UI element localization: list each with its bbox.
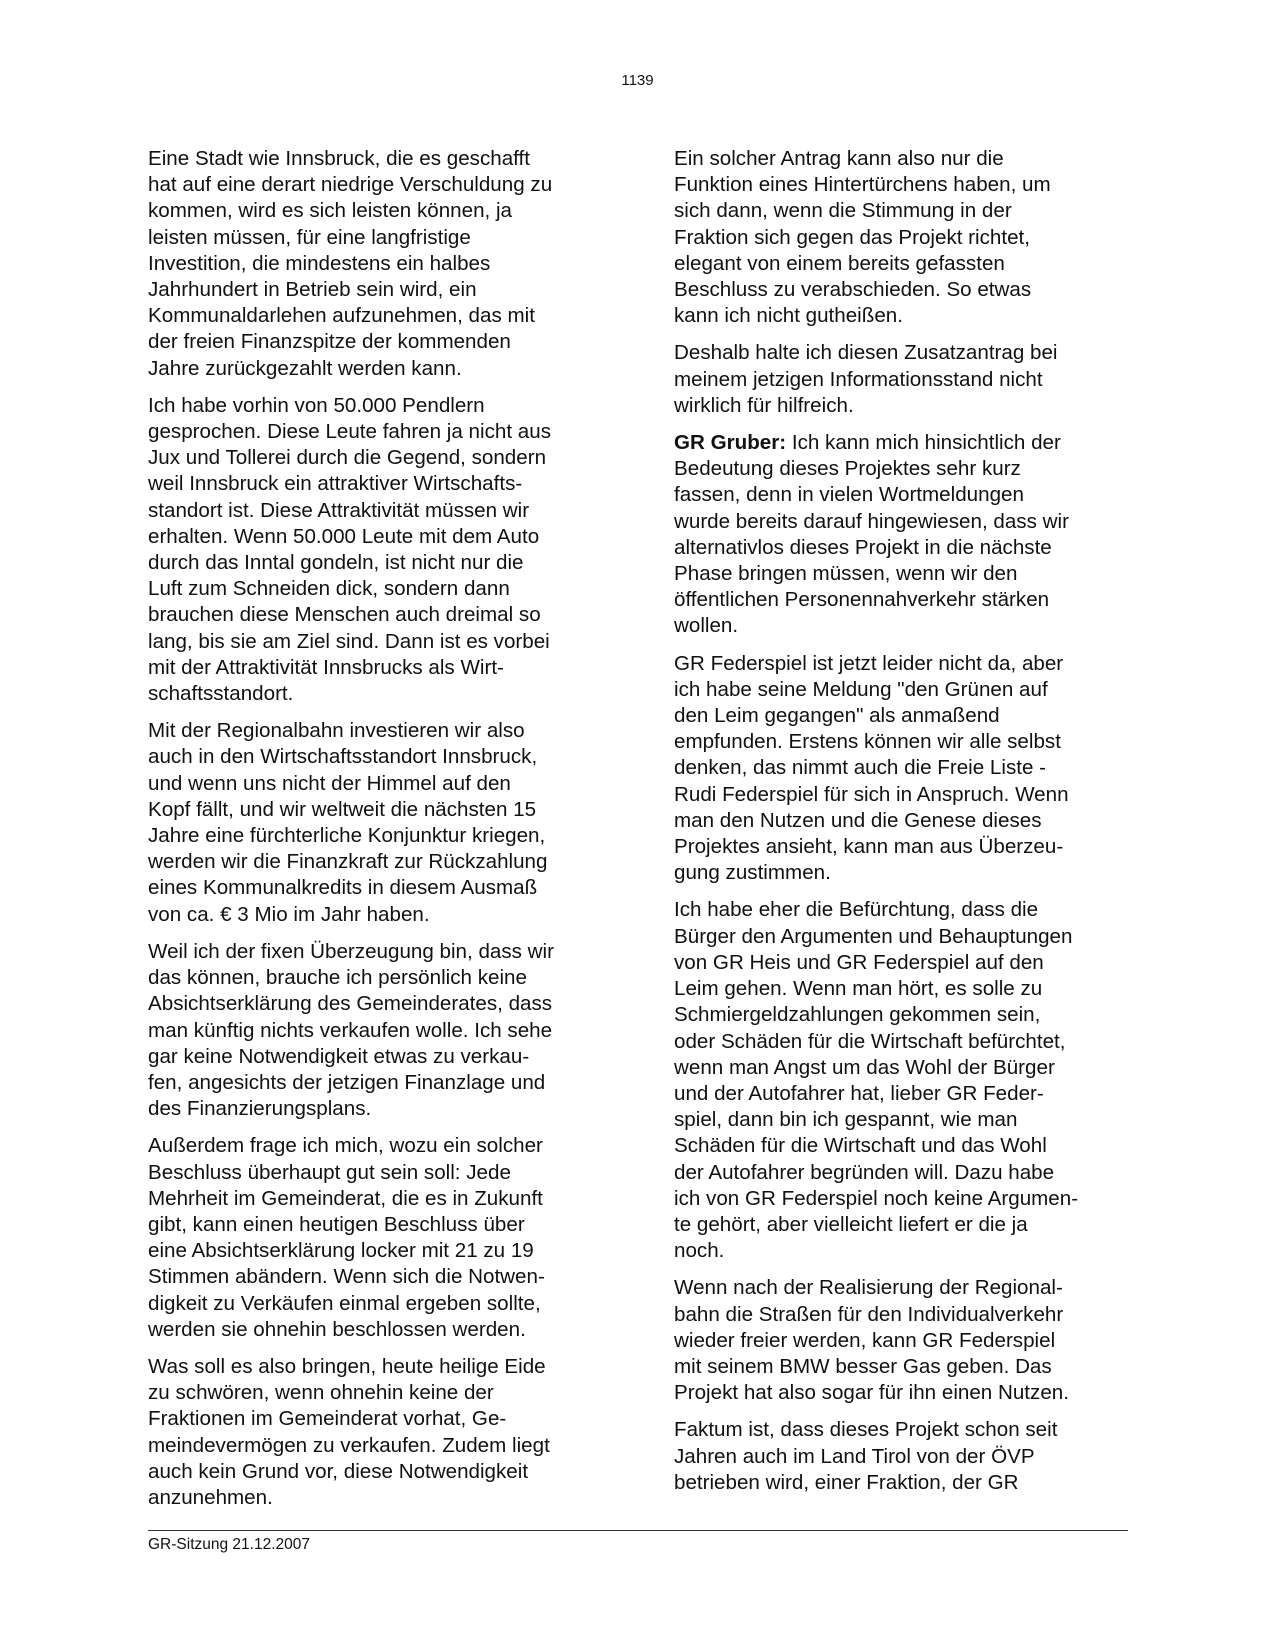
paragraph-line: von GR Heis und GR Federspiel auf den	[674, 950, 1044, 974]
paragraph-line: standort ist. Diese Attraktivität müssen wir	[148, 498, 530, 522]
paragraph-line: Ich habe eher die Befürchtung, dass die	[674, 898, 1039, 922]
paragraph-line: te gehört, aber vielleicht liefert er die ja	[674, 1212, 1028, 1236]
paragraph-line: Investition, die mindestens ein halbes	[148, 251, 491, 275]
paragraph-line: Außerdem frage ich mich, wozu ein solcher	[148, 1134, 543, 1158]
paragraph-line: und der Autofahrer hat, lieber GR Feder-	[674, 1081, 1044, 1105]
paragraph-line: Funktion eines Hintertürchens haben, um	[674, 173, 1051, 197]
paragraph-line: Jahre eine fürchterliche Konjunktur kriegen,	[148, 824, 546, 848]
paragraph-line: kommen, wird es sich leisten können, ja	[148, 199, 512, 223]
paragraph-line: Schäden für die Wirtschaft und das Wohl	[674, 1134, 1047, 1158]
paragraph-line: wenn man Angst um das Wohl der Bürger	[674, 1055, 1055, 1079]
paragraph-line: Absichtserklärung des Gemeinderates, dass	[148, 992, 553, 1016]
paragraph-line: Schmiergeldzahlungen gekommen sein,	[674, 1003, 1041, 1027]
speaker-text: Ich kann mich hinsichtlich der	[786, 431, 1061, 455]
paragraph-line: werden sie ohnehin beschlossen werden.	[148, 1317, 526, 1341]
paragraph-line: Leim gehen. Wenn man hört, es solle zu	[674, 977, 1043, 1001]
paragraph-line: wirklich für hilfreich.	[674, 393, 854, 417]
paragraph-line: weil Innsbruck ein attraktiver Wirtschafts-	[148, 472, 523, 496]
paragraph-line: eines Kommunalkredits in diesem Ausmaß	[148, 876, 538, 900]
paragraph-line: empfunden. Erstens können wir alle selbst	[674, 730, 1061, 754]
paragraph	[674, 651, 1124, 887]
paragraph	[674, 340, 1124, 419]
paragraph	[148, 1133, 598, 1343]
paragraph-line: gesprochen. Diese Leute fahren ja nicht aus	[148, 420, 551, 444]
paragraph-line: alternativlos dieses Projekt in die nächste	[674, 535, 1052, 559]
paragraph-line: fen, angesichts der jetzigen Finanzlage und	[148, 1070, 546, 1094]
page-number: 1139	[621, 72, 654, 89]
paragraph-line: Was soll es also bringen, heute heilige Eide	[148, 1354, 546, 1378]
paragraph-line: spiel, dann bin ich gespannt, wie man	[674, 1108, 1018, 1132]
paragraph-line: digkeit zu Verkäufen einmal ergeben sollte,	[148, 1291, 541, 1315]
paragraph-line: Jahrhundert in Betrieb sein wird, ein	[148, 278, 477, 302]
paragraph	[148, 393, 598, 707]
paragraph-line: Deshalb halte ich diesen Zusatzantrag bei	[674, 341, 1058, 365]
paragraph-line: Kopf fällt, und wir weltweit die nächsten 15	[148, 797, 537, 821]
paragraph-line: mit seinem BMW besser Gas geben. Das	[674, 1354, 1052, 1378]
paragraph	[148, 146, 598, 382]
paragraph-line: lang, bis sie am Ziel sind. Dann ist es vorbei	[148, 629, 550, 653]
paragraph-line: man künftig nichts verkaufen wolle. Ich sehe	[148, 1018, 553, 1042]
left-column	[148, 146, 598, 1522]
paragraph-line: Jux und Tollerei durch die Gegend, sondern	[148, 446, 547, 470]
paragraph-line: Wenn nach der Realisierung der Regional-	[674, 1276, 1063, 1300]
paragraph-line: man den Nutzen und die Genese dieses	[674, 808, 1042, 832]
footer-divider	[148, 1530, 1128, 1531]
paragraph	[674, 146, 1124, 329]
paragraph-line: Ein solcher Antrag kann also nur die	[674, 147, 1004, 170]
paragraph-line: Phase bringen müssen, wenn wir den	[674, 562, 1018, 586]
paragraph-line: Mit der Regionalbahn investieren wir also	[148, 719, 525, 743]
paragraph-line: Bedeutung dieses Projektes sehr kurz	[674, 457, 1021, 481]
paragraph-line: Ich habe vorhin von 50.000 Pendlern	[148, 393, 485, 417]
paragraph-line: Weil ich der fixen Überzeugung bin, dass wir	[148, 939, 554, 963]
paragraph-line: eine Absichtserklärung locker mit 21 zu 19	[148, 1239, 534, 1263]
paragraph-line: meindevermögen zu verkaufen. Zudem liegt	[148, 1433, 550, 1457]
paragraph-line: der Autofahrer begründen will. Dazu habe	[674, 1160, 1055, 1184]
paragraph-line: Beschluss zu verabschieden. So etwas	[674, 278, 1032, 302]
paragraph	[674, 1275, 1124, 1406]
paragraph-line: auch in den Wirtschaftsstandort Innsbruck,	[148, 745, 538, 769]
paragraph-line: den Leim gegangen" als anmaßend	[674, 704, 1000, 728]
paragraph-line: Rudi Federspiel für sich in Anspruch. Wenn	[674, 782, 1069, 806]
paragraph	[674, 1417, 1124, 1496]
paragraph-line: wieder freier werden, kann GR Federspiel	[674, 1328, 1056, 1352]
paragraph-line: Mehrheit im Gemeinderat, die es in Zukunft	[148, 1186, 543, 1210]
paragraph-line: elegant von einem bereits gefassten	[674, 251, 1005, 275]
paragraph-line: ich habe seine Meldung "den Grünen auf	[674, 677, 1048, 701]
paragraph-line	[674, 430, 1124, 456]
paragraph-line: fassen, denn in vielen Wortmeldungen	[674, 483, 1024, 507]
paragraph-line: des Finanzierungsplans.	[148, 1097, 372, 1121]
paragraph-line: anzunehmen.	[148, 1485, 273, 1509]
paragraph-line: und wenn uns nicht der Himmel auf den	[148, 771, 511, 795]
paragraph-line: Stimmen abändern. Wenn sich die Notwen-	[148, 1265, 545, 1289]
right-column	[674, 146, 1124, 1507]
paragraph-line: bahn die Straßen für den Individualverkehr	[674, 1302, 1064, 1326]
paragraph-line: Luft zum Schneiden dick, sondern dann	[148, 577, 510, 601]
paragraph-line: gung zustimmen.	[674, 861, 831, 885]
paragraph-line: Fraktion sich gegen das Projekt richtet,	[674, 225, 1030, 249]
paragraph-line: betrieben wird, einer Fraktion, der GR	[674, 1470, 1019, 1494]
footer-session-date: GR-Sitzung 21.12.2007	[148, 1536, 310, 1553]
paragraph-line: Projekt hat also sogar für ihn einen Nutzen.	[674, 1381, 1069, 1405]
paragraph-line: sich dann, wenn die Stimmung in der	[674, 199, 1012, 223]
paragraph-line: Eine Stadt wie Innsbruck, die es geschafft	[148, 147, 530, 170]
paragraph-line: hat auf eine derart niedrige Verschuldung zu	[148, 173, 553, 197]
paragraph-line: wollen.	[674, 614, 739, 638]
paragraph-line: leisten müssen, für eine langfristige	[148, 225, 471, 249]
paragraph-line: das können, brauche ich persönlich keine	[148, 966, 527, 990]
paragraph-line: von ca. € 3 Mio im Jahr haben.	[148, 902, 430, 926]
paragraph-line: kann ich nicht gutheißen.	[674, 304, 903, 328]
paragraph-line: ich von GR Federspiel noch keine Argumen-	[674, 1186, 1079, 1210]
paragraph-line: auch kein Grund vor, diese Notwendigkeit	[148, 1459, 529, 1483]
paragraph-line: der freien Finanzspitze der kommenden	[148, 330, 511, 354]
speaker-name: GR Gruber:	[674, 431, 787, 455]
paragraph-line: werden wir die Finanzkraft zur Rückzahlung	[148, 850, 548, 874]
paragraph-line: brauchen diese Menschen auch dreimal so	[148, 603, 541, 627]
paragraph-line: Jahre zurückgezahlt werden kann.	[148, 356, 462, 380]
paragraph	[148, 1354, 598, 1511]
paragraph-line: schaftsstandort.	[148, 682, 294, 706]
paragraph-line: Fraktionen im Gemeinderat vorhat, Ge-	[148, 1407, 507, 1431]
paragraph-line: öffentlichen Personennahverkehr stärken	[674, 588, 1050, 612]
paragraph-line: wurde bereits darauf hingewiesen, dass wir	[674, 509, 1069, 533]
paragraph-line: Faktum ist, dass dieses Projekt schon seit	[674, 1418, 1058, 1442]
paragraph-line: zu schwören, wenn ohnehin keine der	[148, 1381, 494, 1405]
paragraph-line: erhalten. Wenn 50.000 Leute mit dem Auto	[148, 524, 540, 548]
paragraph-line: Projektes ansieht, kann man aus Überzeu-	[674, 835, 1064, 859]
paragraph	[674, 897, 1124, 1264]
paragraph-line: GR Federspiel ist jetzt leider nicht da, aber	[674, 651, 1064, 675]
paragraph	[148, 718, 598, 928]
paragraph-line: Beschluss überhaupt gut sein soll: Jede	[148, 1160, 511, 1184]
paragraph-line: durch das Inntal gondeln, ist nicht nur die	[148, 551, 524, 575]
paragraph-line: gar keine Notwendigkeit etwas zu verkau-	[148, 1044, 530, 1068]
paragraph-line: Jahren auch im Land Tirol von der ÖVP	[674, 1444, 1035, 1468]
paragraph-line: Bürger den Argumenten und Behauptungen	[674, 924, 1073, 948]
paragraph-line: oder Schäden für die Wirtschaft befürchtet,	[674, 1029, 1066, 1053]
paragraph	[148, 939, 598, 1122]
paragraph-line: Kommunaldarlehen aufzunehmen, das mit	[148, 304, 535, 328]
paragraph	[674, 430, 1124, 640]
paragraph-line: meinem jetzigen Informationsstand nicht	[674, 367, 1043, 391]
paragraph-line: noch.	[674, 1239, 725, 1263]
paragraph-line: denken, das nimmt auch die Freie Liste -	[674, 756, 1047, 780]
paragraph-line: mit der Attraktivität Innsbrucks als Wirt-	[148, 655, 504, 679]
paragraph-line: gibt, kann einen heutigen Beschluss über	[148, 1212, 525, 1236]
